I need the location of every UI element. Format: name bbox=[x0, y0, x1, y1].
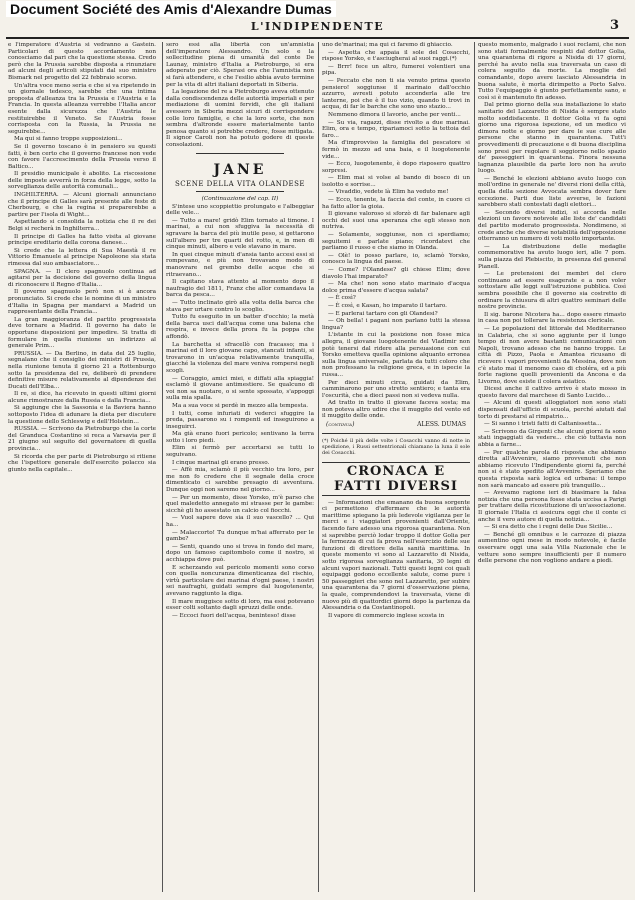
story-paragraph: Il giovane valoroso si sforzò di far balenare agli occhi del suoi una speranza che egli stesso non nutriva. bbox=[322, 211, 470, 231]
news-paragraph: — Avevamo ragione ieri di biasimare la falsa notizia che una persona fosse stata uccisa a Parigi per trattare della ricostituzione di un'associazione. Il giornale l'Italia ci assicura oggi che il conte ci anche il vero autore di quella notizia... bbox=[478, 490, 626, 523]
news-paragraph: — Benché le elezioni abbiano avuto luogo con moll'ordine in generale ne' diversi rioni della città, quella della sezione Avvocata sembra dover fare eccezione. Parti due liste avverse, le fazioni sarebbero stati contestati dagli elettori... bbox=[478, 175, 626, 209]
masthead-rule bbox=[6, 37, 629, 39]
article-paragraph: INGHILTERRA. — Alcuni giornali annunciano che il principe di Galles sarà presente alle feste di Cherbourg, e che la regina si preparerebbe a partire per l'isola di Wight... bbox=[8, 192, 156, 218]
newspaper-page bbox=[6, 20, 629, 896]
news-paragraph: Dicesi anche il cattivo arrivo è stato mosso in questo favore dal marchese di Santo Lucido... bbox=[478, 386, 626, 399]
section-banner: CRONACA E FATTI DIVERSI bbox=[322, 462, 470, 496]
watermark-banner: Document Société des Amis d'Alexandre Dumas bbox=[6, 1, 336, 17]
story-paragraph: — Aspetta che appaia il sole del Cosacchi, rispose Yorsko, e t'asciugherai al suoi raggi.(*) bbox=[322, 49, 470, 63]
story-paragraph: La barchetta si sfracellò con fracasso; ma i marinai ed il loro giovane capo, stancati infanti, si trovarono in un'acqua relativamente tranquilla, giacché la violenza del mare veniva rompersi negli scogli. bbox=[166, 341, 314, 374]
story-paragraph: — Ecco, luogotenente, è dopo risposero quattro sorpresi. bbox=[322, 161, 470, 174]
story-paragraph: S'intese uno scoppiettio prolungato e l'albeggiar delle vele... bbox=[166, 203, 314, 217]
news-paragraph: — Secondo diversi indizi, si accorda nelle elezioni un favore notevole alle liste de' candidati del partito moderato progressista. Nondimeno, si crede anche che diverse notabilità dell'opposizione otterranno un numero di voti molto importante. bbox=[478, 209, 626, 243]
story-paragraph: — Malaccorto! Tu dunque m'hai afferrato per le gambe? bbox=[166, 529, 314, 543]
story-paragraph: Il mare muggisce sotto di loro, ma essi potevano esser colti soltanto dagli spruzzi delle onde. bbox=[166, 598, 314, 612]
article-paragraph: Il principe di Galles ha fatto visita al giovane principe ereditario della corona danese... bbox=[8, 233, 156, 247]
news-paragraph: — Scrivono da Girgenti che alcuni giorni fa sono stati ingaggiati da vedere... che ciò tuttavia non abbia a farne... bbox=[478, 428, 626, 449]
news-paragraph: — Informazioni che emanano da buona sorgente ci permettono d'affermare che le autorità marittime spiegano la più ledevole vigilanza per le merci e i viaggiatori provenienti dall'Oriente, facendo fare adesso una rigorosa quarantena. Non si saprebbe perciò lodar troppo il dottor Golia per la fermezza di cui fa prova nell'esercizio delle sue funzioni di direttore della sanità marittima. In queste momento vi sono al Lazzaretto di Nisida, sotto rigorosa sorveglianza sanitaria, 30 legni di alcuni vapori nazionali. Tutti questi legni coi quali equipaggi godono eccellente salute, come pure i 50 passeggieri che sono nel Lazzaretto, per subire una quarantena da 7 giorni d'osservazione piena, la quale, comprendendovi la traversata, viene di nuovo più di quattordici giorni dopo la partenza da Alessandria o da Costantinopoli. bbox=[322, 499, 470, 612]
story-paragraph: — Per un momento, disse Yorsko, m'è parso che quel maledetto annegato mi strasse per le gambe: sicchè gli ho assestato un calcio col fiocchi. bbox=[166, 494, 314, 514]
article-paragraph: Si aggiunge che la Sassonia e la Baviera hanno sottoposto l'idea di adunare la dieta per discutere la questione dello Schleswig e dell'Holstein... bbox=[8, 405, 156, 425]
continua-label: (continua) bbox=[326, 421, 355, 429]
news-paragraph: — Si era detto che i regni delle Due Sicilie... bbox=[484, 524, 613, 531]
story-paragraph: L'istante in cui la posizione non fosse mica allegra, il giovane luogotenente del Vladimir non potè tenersi dal ridere alla persuasione con cui Yorsko emetteva quella opinione alquanto erronea sulla lingua universale, parlata da tutti coloro che non professano la religione greca, e in ispecie la russa... bbox=[322, 332, 470, 378]
news-paragraph: — Alcuni di questi alloggiatori non sono stati dispensati dall'ufficio di scuola, perché aiutati dal torto di prestarsi al rimpatrio... bbox=[478, 400, 626, 420]
news-paragraph: — La distribuzione delle medaglie commemorative ha avuto luogo ieri, alle 7 pom. sulla piazza del Plebiscito, in presenza del general Pianell. bbox=[478, 243, 626, 270]
masthead-title: L'INDIPENDENTE bbox=[250, 20, 385, 33]
article-paragraph: Se il governo toscano è in pensiero su questi fatti, è ben certo che il governo francese non vede con favore l'accrescimento della Prussia verso il Baltico... bbox=[8, 143, 156, 170]
story-paragraph: — Peccato che non ti sia venuto prima questo pensiero! soggiunse il marinaio dall'occhio azzurro, avresti potuto accenderla alle tre lanterne, poi che è il tuo vizio, quando ti trovi in acqua, di far le barche che sono uno stazio... bbox=[322, 77, 470, 111]
story-paragraph: Tutto fu eseguito in un batter d'occhio; la metà della barca usci dall'acqua come una balena che respira, e invece della prora fu la poppa che affondò. bbox=[166, 314, 314, 340]
story-paragraph: Ad tratto in tratto il giovane faceva sosta; ma non poteva altro udire che il muggito del vento ed il muggito delle onde. bbox=[322, 400, 470, 420]
news-paragraph: Il vapore di commercio inglese scosta in bbox=[328, 612, 445, 619]
story-paragraph: — Vivaddio, vedete là Elim ha veduto me! bbox=[328, 189, 449, 196]
story-paragraph: Per dieci minuti circa, guidati da Elim, camminarono per uno stretto sentiero; e tanta era l'oscurità, che a dieci passi non si vedeva nulla. bbox=[322, 379, 470, 399]
story-paragraph: Elim si fermò per accertarsi se tutti lo seguivano. bbox=[166, 445, 314, 459]
author-name: ALESS. DUMAS bbox=[417, 421, 466, 429]
story-paragraph: — Tutto a mare! gridò Elim tornato al timone. I marinai, a cui non sfuggiva la necessità di sgravare la barca del più inutile peso, si gettarono sull'albero per tre quarti del rotto, e, in men di cinque minuti, albero e vele stavano in mare. bbox=[166, 217, 314, 251]
story-paragraph: — È così, e Kasan, ho imparato il tartaro. bbox=[328, 302, 447, 309]
column-1 bbox=[8, 42, 156, 892]
story-paragraph: — Solamente, soggiunse, non ci sperdiamo; seguitemi e parlate piano; ricordatevi che parliamo il russo e che siamo in Olanda. bbox=[322, 232, 470, 252]
story-paragraph: — Eccoci fuori dell'acqua, beninteso! disse bbox=[172, 612, 296, 619]
serial-subtitle: SCENE DELLA VITA OLANDESE bbox=[174, 179, 306, 188]
story-paragraph: Nemmeno dimora il lavorio, anche per venti... bbox=[328, 111, 461, 118]
story-paragraph: I tutti, come infuriati di vederci sfuggire la preda, passarono su i rompenti ed inseguirono a inseguirci. bbox=[166, 410, 314, 430]
page-number: 3 bbox=[609, 18, 619, 33]
story-paragraph: — Oh bella! i pagani non parlano tutti la stessa lingua? bbox=[322, 318, 470, 331]
section-divider bbox=[322, 433, 470, 434]
news-paragraph: — Benché gli omnibus e le carrozze di piazza aumentino ogni mese in modo notevole, è facile osservare oggi una sala Villa Nazionale che le vetture sono sempre insufficienti per il numero delle persone che non vogliono andare a piedi. bbox=[478, 531, 626, 565]
article-paragraph: Il governo spagnuolo però non si è ancora pronunciato. Si crede che le nomine di un ministro d'Italia in Spagna per mandarvi a Madrid un rappresentante della Francia... bbox=[8, 289, 156, 316]
story-paragraph: In quei cinque minuti d'ansia tanto accesi essi si rompevano, e più non trovavano modo di manovrare nel grembo delle acque che si ritraevano... bbox=[166, 251, 314, 278]
news-paragraph: — Le popolazioni del littorale del Mediterraneo in Calabria, che si sono aggiunte per il lungo tempo di non avere bastanti comunicazioni con Napoli, trovano adesso che ne hanno troppe. Le città di Pizzo, Paola e Amantea ricusano di ricevere i vapori provenienti da Messina, dove non c'è stato mai il menomo caso di choléra, ed a più forte ragione quelli provenienti da Ancona e da Livorno, dove esiste il colera asiatico. bbox=[478, 325, 626, 385]
news-paragraph: — Le pretensioni dei membri del clero continuano ad essere esagerate e a non voler sottostare alle leggi sull'istruzione pubblica. Così sembra possibile che il governo sia costretto di ordinare la chiusura di altri quattro seminari delle nostre provincie. bbox=[478, 271, 626, 311]
serial-title: JANE bbox=[213, 161, 267, 178]
news-paragraph: — Per qualche parola di risposta che abbiamo diretta all'Avvenire, siamo provvenuti che non abbiamo ricevuto l'Indipendente giorni fa, perché non si è stato spedito all'Avvenire. Speriamo che questa risposta sarà logica ed urbana: il tempo non sarà mancato ad essere più tranquillo... bbox=[478, 449, 626, 489]
column-divider bbox=[318, 42, 319, 892]
column-divider bbox=[474, 42, 475, 892]
article-paragraph: RUSSIA. — Scrivono da Pietroburgo che la corte del Granduca Costantino si reca a Varsavia per il 21 giugno sul seguito del governatore di quella provincia... bbox=[8, 426, 156, 453]
article-paragraph: Si crede che la lettera di Sua Maestà il re Vittorio Emanuele al principe Napoleone sia stata rimessa dal suo ambasciatore... bbox=[8, 247, 156, 267]
article-paragraph: Ma qui si fanno troppe supposizioni... bbox=[14, 136, 123, 143]
article-paragraph: Si ricorda che per parte di Pietroburgo si ritiene che l'ispettore generale dell'esercito polacco sia giunto nella capitale... bbox=[8, 453, 156, 473]
article-paragraph: Un'altra voce meno seria e che si va ripetendo in un giornale tedesco, sarebbe che una intima proposta d'alleanza tra la Prussia e l'Austria e la Francia. In questa alleanza verrebbe l'Italia ancor esente dalla sicurezza che l'Austria le restituirebbe il Veneto. Se l'Austria fosse corrisposta con la Russia, la Prussia ne seguirebbe... bbox=[8, 82, 156, 135]
article-paragraph: La legazione del re a Pietroburgo aveva ottenuto dalla condiscendenza delle autorità imperiali e per mediazione di uomini fervidi, che gli italiani avessero in Siberia mezzi sicuri di corrispondere colle loro famiglie, e che la loro sorte, che non sembra d'altronde essere materialmente tanto penosa quanto si potrebbe credere, fosse mitigata. Il signor Caroli non ha potuto godere di queste consolazioni. bbox=[166, 89, 314, 148]
story-paragraph: — Ecco, tenente, la faccia del conte, in cuore ci ha fatto allor la gioia. bbox=[322, 197, 470, 210]
article-paragraph: La gran maggioranza del partito progressista deve tornare a Madrid. Il governo ha dato le opportune disposizioni per impedire. Si tratta di formulare in quella riunione un indirizzo al generale Prim... bbox=[8, 316, 156, 350]
story-paragraph: Ma d'improvviso la famiglia del pescatore si fermò in mezzo ad una baia, e il luogotenente vide... bbox=[322, 140, 470, 160]
serial-continuation-note: (Continuazione del cap. II) bbox=[201, 196, 279, 203]
story-paragraph: Il capitano stava attento al momento dopo il naufragio del 1811, Franz che allor comandava la barca da pesca... bbox=[166, 279, 314, 299]
news-paragraph: — Si sanno i tristi fatti di Caltanissetta... bbox=[484, 421, 602, 428]
story-paragraph: I cinque marinai gli erano presso. bbox=[172, 459, 270, 466]
news-paragraph: Dal primo giorno della sua installazione lo stato sanitario del Lazzaretto di Nisida è sempre stato molto soddisfacente. Il dottor Golia vi fa ogni giorno una rigorosa ispezione, ed un medico vi dimora notte e giorno per dare le sue cure alle persone che stanno in quarantena. Tutt'i provvedimenti di precauzione e di buona disciplina sono presi per regolare il soggiorno nello spazio de' passeggieri in quarantena. Finora nessuna lagnanza plausibile da parte loro non ha avuto luogo. bbox=[478, 102, 626, 175]
story-paragraph: — Come? l'Olandese? gli chiese Elim; dove diavolo l'hai imparato? bbox=[322, 267, 470, 280]
article-paragraph: Il presidio municipale è abolito. La riscossione delle imposte avverrà in forza della legge, sotto la sorveglianza delle autorità comunali... bbox=[8, 171, 156, 191]
story-paragraph: — Senti, quando uno si trova in fondo del mare, dopo un famoso capitombolo come il nostro, si acchiappa dove può. bbox=[166, 543, 314, 563]
column-2 bbox=[166, 42, 314, 892]
article-paragraph: Aspettando si consolida la notizia che il re dei Belgi si recherà in Inghilterra... bbox=[8, 219, 156, 233]
article-paragraph: Il re, si dice, ha ricevuto in questi ultimi giorni alcune rimostranze dalla Russia e dalla Francia... bbox=[8, 391, 156, 404]
story-paragraph: Ma già erano fuori pericolo; sentivano la terra sotto i loro piedi. bbox=[166, 431, 314, 444]
news-paragraph: Il sig. barone Nicotera ha... dopo essere rimasto in casa non poi tollerare la resistenza clericale. bbox=[478, 311, 626, 325]
story-paragraph: uno de'marinai; ma qui ci faremo di ghiaccio. bbox=[322, 42, 453, 48]
story-paragraph: — È così? bbox=[328, 295, 356, 302]
story-paragraph: — Coraggio, amici miei, e diffati alla spiaggia! esclamò il giovane antimestiere. Se qualcuno di voi non sa nuotare, o si sente spossato, s'appoggi sulla mia spalla. bbox=[166, 375, 314, 402]
story-paragraph: — Brrr! fece un altro, fumerei volentieri una pipa. bbox=[322, 63, 470, 77]
section-divider bbox=[196, 191, 284, 192]
footnote: (*) Poiché il più delle volte i Cosacchi vanno di notte in spedizione, i Russi settentrionali chiamano la luna il sole dei Cosacchi. bbox=[322, 437, 470, 456]
story-paragraph: — Ma che! non sono stato marinaio d'acqua dolce prima d'essere d'acqua salata? bbox=[322, 281, 470, 294]
article-paragraph: SPAGNA. — Il clero spagnuolo continua ad agitarsi per la decisione del governo della lingua di riconoscere il Regno d'Italia... bbox=[8, 268, 156, 288]
masthead bbox=[6, 20, 629, 36]
article-paragraph: PRUSSIA. — Da Berlino, in data del 25 luglio, segnalano che il consiglio dei ministri di Prussia, nella riunione tenuta il giorno 21 a Rottenburgo sotto la presidenza del re, deliberò di prendere definitive misure relativamente al dipendenze dei Ducati dell'Elba... bbox=[8, 350, 156, 390]
article-paragraph: sero essi alla libertà con un'amnistia dell'imperatore Alessandro. Un solo e la sollecitudine piena di umanità del conte De Launay, ministro d'Italia a Pietroburgo, si era adoperato per ciò. Sperasi ora che l'amnistia non si farà attendere, e che l'esilio abbia avuto termine per la vita di altri italiani deportati in Siberia. bbox=[166, 42, 314, 88]
story-paragraph: — E parlerai tartaro con gli Olandesi? bbox=[328, 310, 438, 317]
story-paragraph: — Su via, ragazzi, disse rivolto a due marinai. Elim, ora e tempo, ripariamoci sotto la tettoia del faro... bbox=[322, 119, 470, 139]
column-3 bbox=[322, 42, 470, 892]
news-paragraph: questo momento, malgrado i suoi reclami, che non sono stati formalmente respinti dal dottor Golia, una quarantena di rigore a Nisida di 17 giorni, perché ha avuto nella sua traversata un caso di colera seguito da morte. La moglie del comandante, dopo avere lasciato Alessandria in buona salute, è morta dirimpetto a Porto Salvo. Tutto l'equipaggio è giunto perfettamente sano, e così si è mantenuto fin adesso. bbox=[478, 42, 626, 101]
story-paragraph: — Affè mia, sclamò il più vecchio tra loro, per me non fo credere che il segnale della croce dimenticato ci sarebbe presagio di avventura. Dunque oggi non saremo nel giorno... bbox=[166, 467, 314, 494]
story-paragraph: E scherzando sul pericolo momenti sono corso con quella noncuranza dimenticanza del rischio, virtù particolare dei marinai d'ogni paese, i nostri sei naufraghi, guidati sempre dal luogotenente, avevano raggiunto la diga. bbox=[166, 564, 314, 597]
serial-signature bbox=[326, 422, 466, 429]
story-paragraph: Ma a sua voce si perdè in mezzo alla tempesta. bbox=[172, 402, 309, 409]
story-paragraph: — Olè! io posso parlare, io, sclamò Yorsko, conosco la lingua del paese. bbox=[322, 252, 470, 266]
story-paragraph: — Tutto inclinato girò alla volta della barca che stava per urtare contro lo scoglio. bbox=[166, 300, 314, 313]
article-paragraph: e l'imperatore d'Austria si vedranno a Gastein. Particolari di questo accordamento non conosciamo dal pari che la questione stessa. Credo però che la Prussia sarebbe disposta a rinunziare ad alcuni degli articoli stipulati dal suo ministro Bismark nel progetto del 22 febbraio scorso. bbox=[8, 42, 156, 81]
column-4 bbox=[478, 42, 626, 892]
story-paragraph: — Vuol sapere dove sia il suo vascello? ... Qui ha... bbox=[166, 515, 314, 528]
story-paragraph: — Elim mai si volse al bando di bosco di un isolotto e sorrise... bbox=[322, 175, 470, 188]
column-divider bbox=[162, 42, 163, 892]
section-divider bbox=[196, 153, 284, 154]
